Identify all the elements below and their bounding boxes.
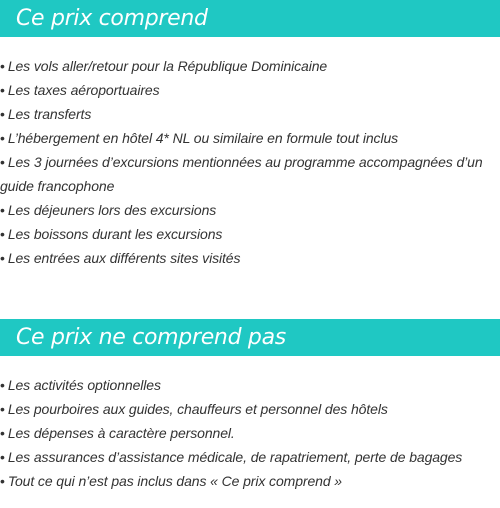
list-item-text: Les assurances d’assistance médicale, de rapatriement, perte de bagages	[7, 449, 463, 465]
section-title-excludes: Ce prix ne comprend pas	[16, 325, 286, 350]
list-item-text: Les transferts	[7, 106, 92, 122]
bullet-icon: •	[0, 58, 5, 74]
bullet-icon: •	[0, 154, 5, 170]
list-item-text: Les boissons durant les excursions	[7, 226, 223, 242]
bullet-icon: •	[0, 106, 5, 122]
list-item	[0, 397, 500, 421]
bullet-icon: •	[0, 473, 5, 489]
list-item	[0, 78, 500, 102]
list-item-text: Les pourboires aux guides, chauffeurs et personnel des hôtels	[7, 401, 388, 417]
bullet-icon: •	[0, 377, 5, 393]
list-item	[0, 373, 500, 397]
bullet-icon: •	[0, 425, 5, 441]
list-item-text: Les taxes aéroportuaires	[7, 82, 160, 98]
list-item-text: Tout ce qui n’est pas inclus dans « Ce prix comprend »	[7, 473, 342, 489]
bullet-icon: •	[0, 250, 5, 266]
list-item	[0, 198, 500, 222]
bullet-icon: •	[0, 401, 5, 417]
bullet-icon: •	[0, 202, 5, 218]
section-header-includes	[0, 0, 500, 37]
list-item-text: Les 3 journées d’excursions mentionnées au programme accompagnées d’un guide francophone	[0, 154, 483, 194]
list-item	[0, 102, 500, 126]
bullet-icon: •	[0, 130, 5, 146]
list-item	[0, 246, 500, 270]
section-header-excludes	[0, 319, 500, 356]
section-title-includes: Ce prix comprend	[16, 6, 208, 31]
list-item	[0, 54, 500, 78]
list-item-text: L’hébergement en hôtel 4* NL ou similaire en formule tout inclus	[7, 130, 399, 146]
bullet-icon: •	[0, 226, 5, 242]
list-item-text: Les dépenses à caractère personnel.	[7, 425, 235, 441]
list-item	[0, 150, 500, 198]
list-item	[0, 445, 500, 469]
list-item	[0, 421, 500, 445]
list-item	[0, 222, 500, 246]
list-item	[0, 126, 500, 150]
bullet-icon: •	[0, 449, 5, 465]
list-item-text: Les vols aller/retour pour la République Dominicaine	[7, 58, 328, 74]
excluded-items-list	[0, 373, 500, 493]
list-item	[0, 469, 500, 493]
list-item-text: Les entrées aux différents sites visités	[7, 250, 241, 266]
list-item-text: Les déjeuners lors des excursions	[7, 202, 217, 218]
included-items-list	[0, 54, 500, 270]
bullet-icon: •	[0, 82, 5, 98]
list-item-text: Les activités optionnelles	[7, 377, 161, 393]
